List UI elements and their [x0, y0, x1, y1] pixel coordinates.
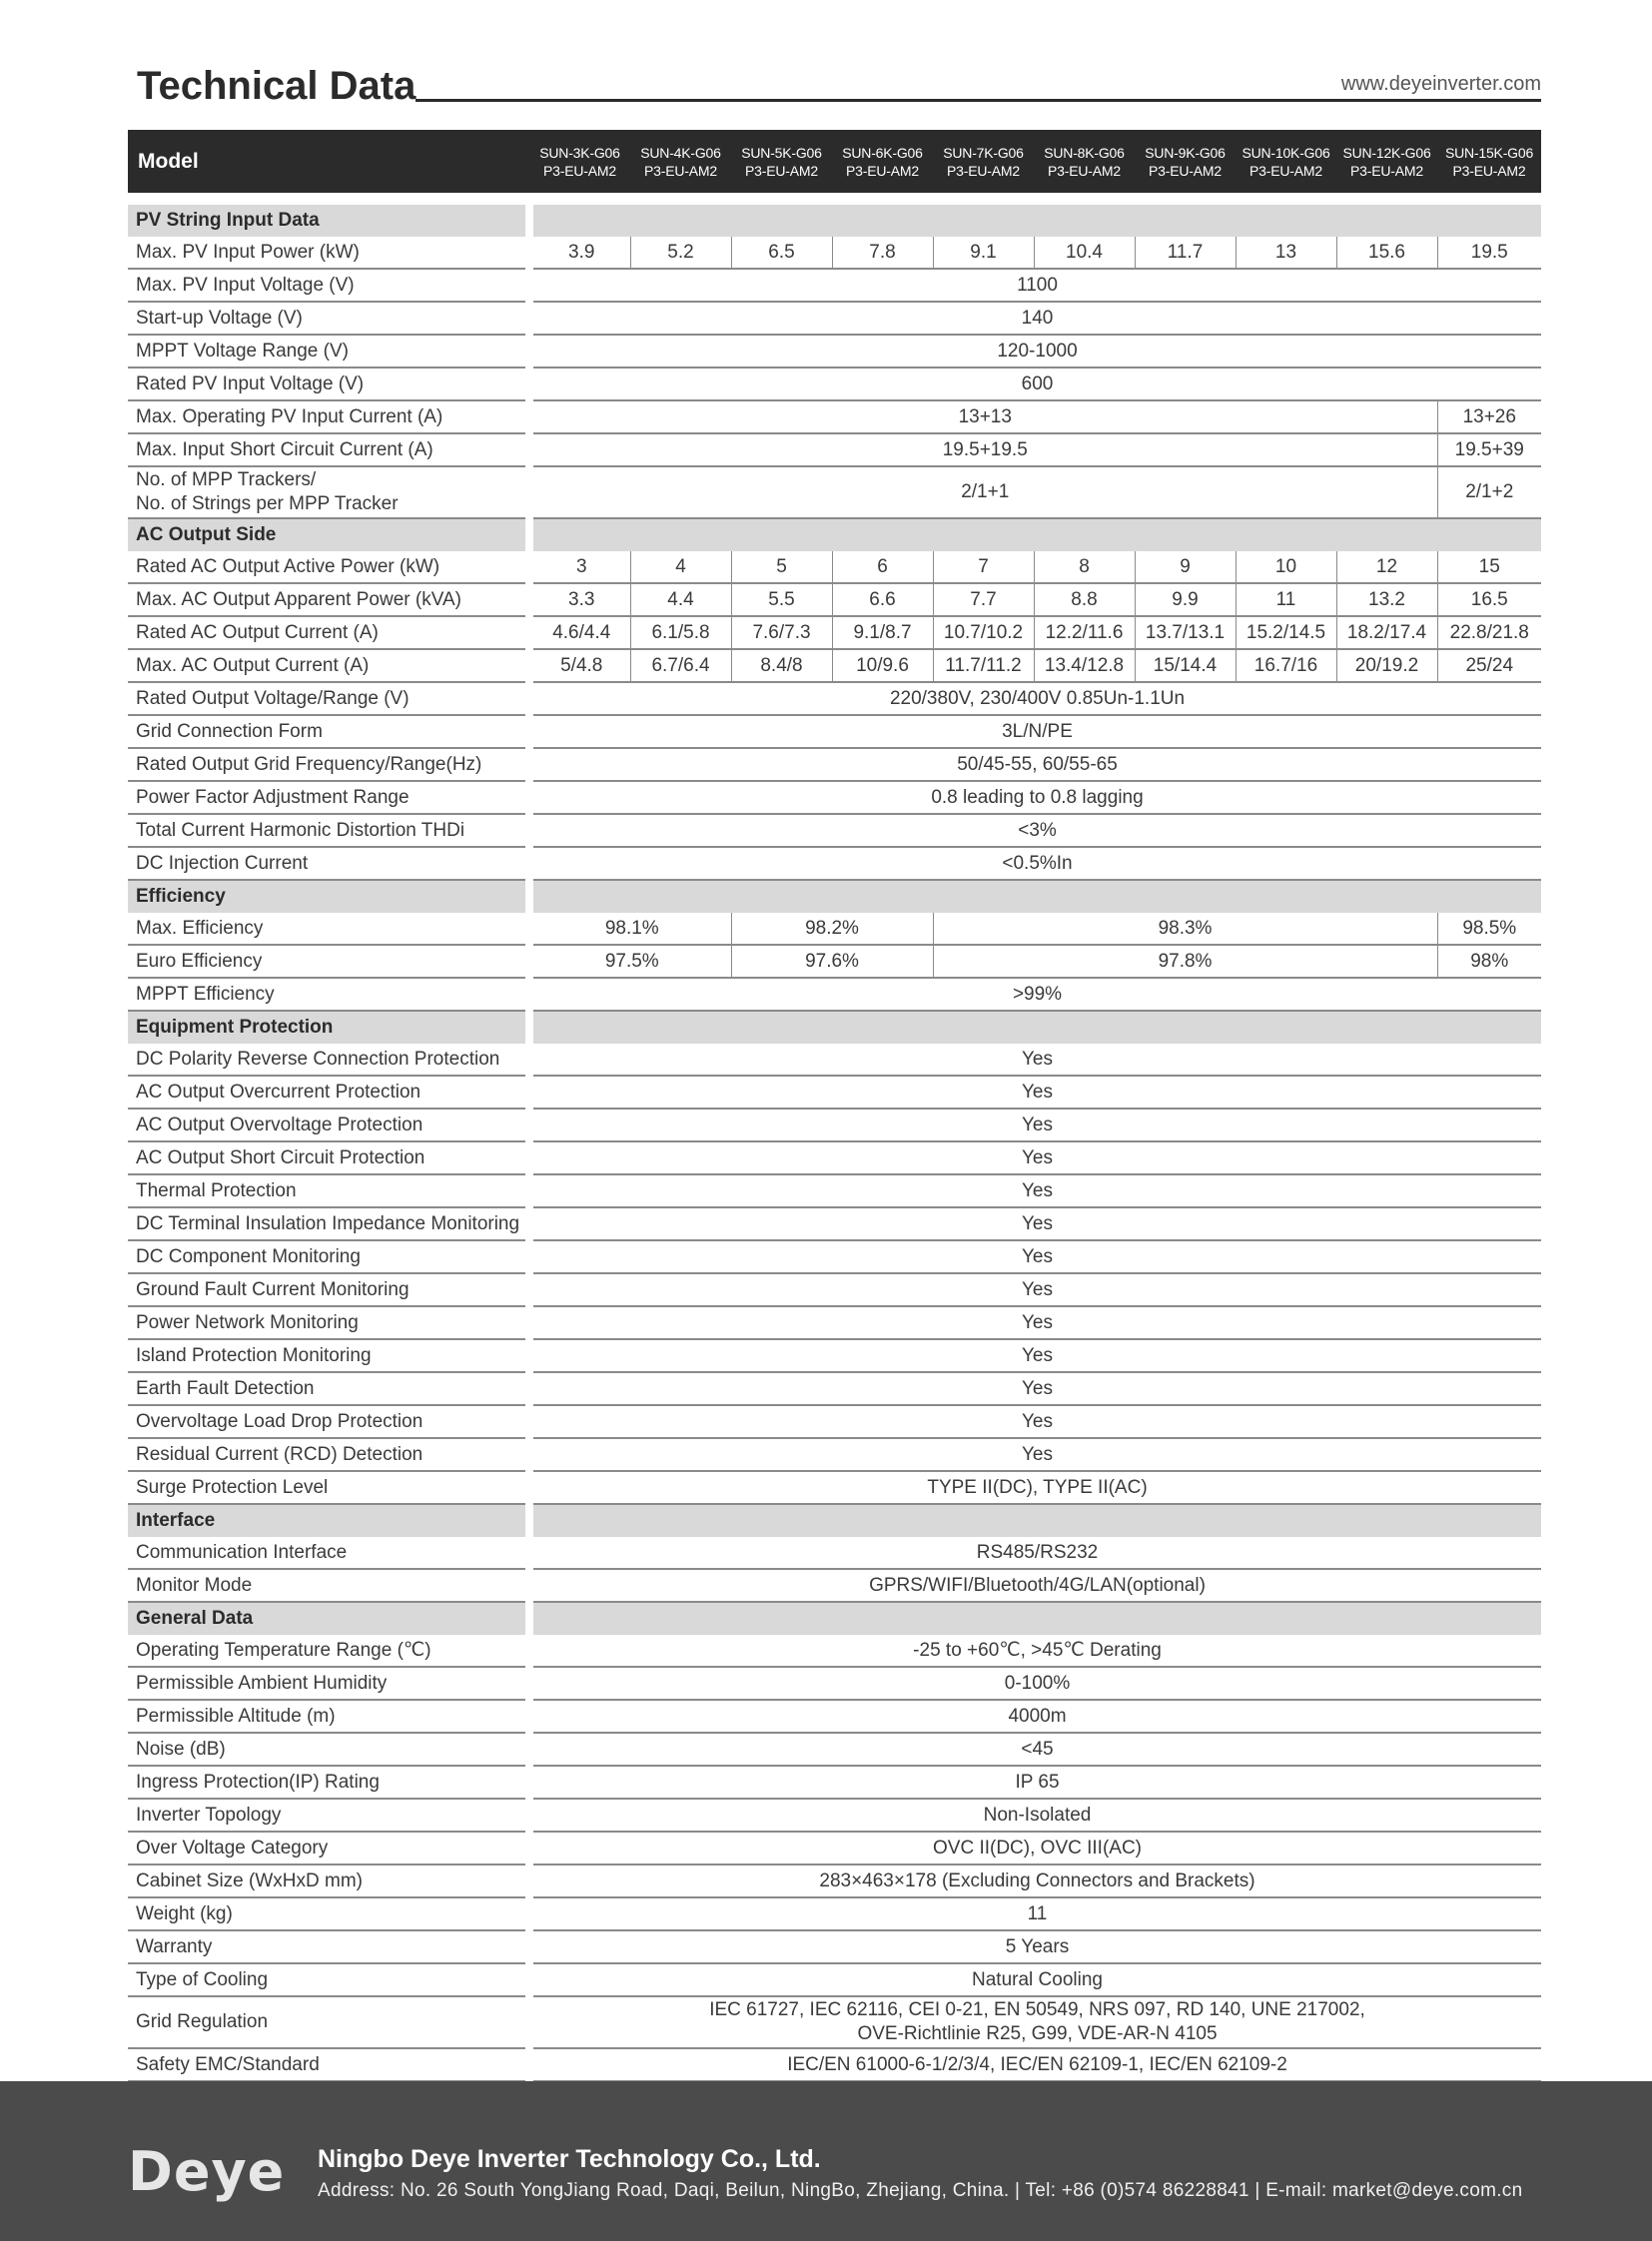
- spec-value: 19.5+39: [1437, 433, 1541, 466]
- model-name-line: SUN-15K-G06: [1444, 144, 1534, 161]
- spec-value: 12: [1336, 551, 1437, 583]
- model-name-cell: [731, 130, 832, 193]
- spec-value: 7.8: [832, 237, 933, 269]
- section-fill: [529, 205, 1541, 237]
- spec-label: [128, 466, 529, 518]
- spec-value: 0-100%: [529, 1667, 1541, 1700]
- spec-value: 15.2/14.5: [1236, 616, 1336, 649]
- spec-value: 11: [529, 1897, 1541, 1930]
- spec-label: Cabinet Size (WxHxD mm): [128, 1865, 529, 1897]
- spec-label: Power Factor Adjustment Range: [128, 781, 529, 814]
- spec-value-line: OVE-Richtlinie R25, G99, VDE-AR-N 4105: [857, 2023, 1218, 2044]
- section-fill: [529, 1504, 1541, 1537]
- spec-value: 50/45-55, 60/55-65: [529, 748, 1541, 781]
- spec-value: 19.5: [1437, 237, 1541, 269]
- spec-value: 22.8/21.8: [1437, 616, 1541, 649]
- model-name-line: SUN-10K-G06: [1241, 144, 1330, 161]
- spec-value: Yes: [529, 1141, 1541, 1174]
- spec-row: [128, 1930, 1541, 1963]
- model-name-cell: [1236, 130, 1336, 193]
- spec-value: 98.1%: [529, 913, 731, 945]
- spec-row: [128, 682, 1541, 715]
- spec-row: [128, 1306, 1541, 1339]
- spec-value: 9: [1135, 551, 1236, 583]
- section-title: AC Output Side: [128, 518, 529, 551]
- section-title: PV String Input Data: [128, 205, 529, 237]
- spec-row: [128, 1799, 1541, 1832]
- spec-label: Euro Efficiency: [128, 945, 529, 978]
- spec-value: Yes: [529, 1076, 1541, 1109]
- spec-label: Thermal Protection: [128, 1174, 529, 1207]
- section-title: Efficiency: [128, 880, 529, 913]
- spec-value: 13+26: [1437, 400, 1541, 433]
- spec-value: 2/1+2: [1437, 466, 1541, 518]
- spec-label: Warranty: [128, 1930, 529, 1963]
- spec-value: Yes: [529, 1405, 1541, 1438]
- spec-value: Yes: [529, 1438, 1541, 1471]
- spec-value: 10.7/10.2: [933, 616, 1034, 649]
- section-gap: [128, 193, 1541, 205]
- spec-label: Start-up Voltage (V): [128, 302, 529, 335]
- spec-row: [128, 433, 1541, 466]
- page-title: Technical Data: [137, 64, 416, 108]
- spec-row: [128, 2048, 1541, 2081]
- spec-value: 5/4.8: [529, 649, 630, 682]
- spec-label: DC Polarity Reverse Connection Protection: [128, 1044, 529, 1076]
- spec-label: Grid Connection Form: [128, 715, 529, 748]
- spec-label: Communication Interface: [128, 1537, 529, 1569]
- spec-value: 3.3: [529, 583, 630, 616]
- spec-value: [529, 1996, 1541, 2048]
- spec-label: Max. AC Output Current (A): [128, 649, 529, 682]
- spec-row: [128, 781, 1541, 814]
- model-name-cell: [529, 130, 630, 193]
- section-fill: [529, 1602, 1541, 1635]
- spec-label: Ground Fault Current Monitoring: [128, 1273, 529, 1306]
- spec-label: Grid Regulation: [128, 1996, 529, 2048]
- spec-row: [128, 978, 1541, 1011]
- spec-value: 4000m: [529, 1700, 1541, 1733]
- section-header-row: [128, 205, 1541, 237]
- spec-row: [128, 814, 1541, 847]
- spec-row: [128, 1471, 1541, 1504]
- spec-label: AC Output Overvoltage Protection: [128, 1109, 529, 1141]
- spec-row: [128, 368, 1541, 400]
- spec-value: -25 to +60℃, >45℃ Derating: [529, 1635, 1541, 1667]
- model-name-line: SUN-7K-G06: [943, 144, 1024, 161]
- spec-row: [128, 1339, 1541, 1372]
- spec-row: [128, 1700, 1541, 1733]
- spec-value: 11.7: [1135, 237, 1236, 269]
- company-address: Address: No. 26 South YongJiang Road, Daqi, Beilun, NingBo, Zhejiang, China. | Tel: +86 (0)574 86228841 | E-mail: market@deye.com.cn: [318, 2180, 1523, 2201]
- spec-value: 8: [1034, 551, 1135, 583]
- company-name: Ningbo Deye Inverter Technology Co., Ltd.: [318, 2145, 821, 2173]
- model-name-line: P3-EU-AM2: [947, 162, 1020, 179]
- spec-label: Over Voltage Category: [128, 1832, 529, 1865]
- deye-logo: Deye: [128, 2140, 286, 2203]
- model-name-cell: [1034, 130, 1135, 193]
- spec-value: 5.5: [731, 583, 832, 616]
- spec-value: Yes: [529, 1273, 1541, 1306]
- spec-label: Total Current Harmonic Distortion THDi: [128, 814, 529, 847]
- spec-row: [128, 1569, 1541, 1602]
- spec-value: 6.7/6.4: [630, 649, 731, 682]
- spec-label: Safety EMC/Standard: [128, 2048, 529, 2081]
- spec-row: [128, 1076, 1541, 1109]
- spec-label: Island Protection Monitoring: [128, 1339, 529, 1372]
- spec-value: 98.3%: [933, 913, 1437, 945]
- model-name-cell: [1437, 130, 1541, 193]
- spec-label: Surge Protection Level: [128, 1471, 529, 1504]
- spec-label: Inverter Topology: [128, 1799, 529, 1832]
- spec-value: 11.7/11.2: [933, 649, 1034, 682]
- spec-value: <45: [529, 1733, 1541, 1766]
- section-header-row: [128, 1504, 1541, 1537]
- spec-row: [128, 1963, 1541, 1996]
- spec-value: 9.1: [933, 237, 1034, 269]
- section-fill: [529, 880, 1541, 913]
- spec-label: Rated AC Output Active Power (kW): [128, 551, 529, 583]
- spec-value: TYPE II(DC), TYPE II(AC): [529, 1471, 1541, 1504]
- model-name-cell: [1336, 130, 1437, 193]
- model-name-line: SUN-12K-G06: [1342, 144, 1431, 161]
- spec-label-line: No. of MPP Trackers/: [136, 469, 317, 490]
- model-name-line: P3-EU-AM2: [1149, 162, 1222, 179]
- spec-value: 97.5%: [529, 945, 731, 978]
- spec-value: IEC/EN 61000-6-1/2/3/4, IEC/EN 62109-1, IEC/EN 62109-2: [529, 2048, 1541, 2081]
- spec-value: 8.4/8: [731, 649, 832, 682]
- spec-label: Rated Output Voltage/Range (V): [128, 682, 529, 715]
- spec-value-line: IEC 61727, IEC 62116, CEI 0-21, EN 50549, NRS 097, RD 140, UNE 217002,: [709, 1999, 1365, 2020]
- spec-row: [128, 583, 1541, 616]
- spec-row: [128, 269, 1541, 302]
- spec-value: 2/1+1: [529, 466, 1437, 518]
- spec-value: 3L/N/PE: [529, 715, 1541, 748]
- spec-label: Rated AC Output Current (A): [128, 616, 529, 649]
- spec-label: DC Injection Current: [128, 847, 529, 880]
- spec-row: [128, 1897, 1541, 1930]
- technical-data-table: [128, 130, 1541, 2082]
- spec-value: 6: [832, 551, 933, 583]
- spec-value: 13: [1236, 237, 1336, 269]
- spec-row: [128, 1996, 1541, 2048]
- spec-value: 5.2: [630, 237, 731, 269]
- spec-value: 20/19.2: [1336, 649, 1437, 682]
- spec-value: 10: [1236, 551, 1336, 583]
- model-header-row: [128, 130, 1541, 193]
- model-name-cell: [630, 130, 731, 193]
- spec-label: Weight (kg): [128, 1897, 529, 1930]
- spec-value: 16.5: [1437, 583, 1541, 616]
- spec-label: DC Component Monitoring: [128, 1240, 529, 1273]
- spec-value: 13.2: [1336, 583, 1437, 616]
- spec-label: Ingress Protection(IP) Rating: [128, 1766, 529, 1799]
- model-name-line: P3-EU-AM2: [745, 162, 818, 179]
- spec-row: [128, 1766, 1541, 1799]
- spec-row: [128, 913, 1541, 945]
- spec-label: Earth Fault Detection: [128, 1372, 529, 1405]
- spec-label: Rated Output Grid Frequency/Range(Hz): [128, 748, 529, 781]
- spec-value: 97.8%: [933, 945, 1437, 978]
- spec-row: [128, 1207, 1541, 1240]
- spec-row: [128, 1733, 1541, 1766]
- spec-value: 600: [529, 368, 1541, 400]
- model-name-cell: [1135, 130, 1236, 193]
- title-rule: [415, 99, 1541, 102]
- spec-value: 12.2/11.6: [1034, 616, 1135, 649]
- spec-value: 15: [1437, 551, 1541, 583]
- spec-row: [128, 945, 1541, 978]
- spec-row: [128, 1865, 1541, 1897]
- model-name-line: SUN-5K-G06: [741, 144, 822, 161]
- spec-value: 7.7: [933, 583, 1034, 616]
- spec-value: 3: [529, 551, 630, 583]
- spec-row: [128, 1438, 1541, 1471]
- spec-label: DC Terminal Insulation Impedance Monitoring: [128, 1207, 529, 1240]
- spec-label: AC Output Short Circuit Protection: [128, 1141, 529, 1174]
- spec-value: 13.7/13.1: [1135, 616, 1236, 649]
- spec-value: 0.8 leading to 0.8 lagging: [529, 781, 1541, 814]
- spec-value: 15/14.4: [1135, 649, 1236, 682]
- spec-value: RS485/RS232: [529, 1537, 1541, 1569]
- spec-row: [128, 302, 1541, 335]
- spec-row: [128, 715, 1541, 748]
- model-name-line: P3-EU-AM2: [1350, 162, 1423, 179]
- spec-label: Max. PV Input Voltage (V): [128, 269, 529, 302]
- spec-row: [128, 335, 1541, 368]
- model-name-line: P3-EU-AM2: [1249, 162, 1322, 179]
- section-title: General Data: [128, 1602, 529, 1635]
- spec-value: 120-1000: [529, 335, 1541, 368]
- spec-label: Power Network Monitoring: [128, 1306, 529, 1339]
- spec-label: Operating Temperature Range (℃): [128, 1635, 529, 1667]
- spec-value: 6.6: [832, 583, 933, 616]
- model-label: Model: [128, 130, 529, 193]
- model-name-cell: [832, 130, 933, 193]
- model-name-line: SUN-9K-G06: [1145, 144, 1226, 161]
- spec-value: 9.1/8.7: [832, 616, 933, 649]
- spec-row: [128, 1240, 1541, 1273]
- spec-value: 15.6: [1336, 237, 1437, 269]
- spec-value: IP 65: [529, 1766, 1541, 1799]
- spec-value: 8.8: [1034, 583, 1135, 616]
- model-name-line: P3-EU-AM2: [1048, 162, 1121, 179]
- spec-value: 97.6%: [731, 945, 933, 978]
- spec-value: GPRS/WIFI/Bluetooth/4G/LAN(optional): [529, 1569, 1541, 1602]
- spec-label: MPPT Efficiency: [128, 978, 529, 1011]
- spec-value: 6.5: [731, 237, 832, 269]
- spec-label-line: No. of Strings per MPP Tracker: [136, 493, 399, 514]
- spec-value: <3%: [529, 814, 1541, 847]
- spec-value: Natural Cooling: [529, 1963, 1541, 1996]
- spec-value: Yes: [529, 1044, 1541, 1076]
- spec-row: [128, 1832, 1541, 1865]
- spec-value: OVC II(DC), OVC III(AC): [529, 1832, 1541, 1865]
- spec-label: Max. PV Input Power (kW): [128, 237, 529, 269]
- spec-value: 98%: [1437, 945, 1541, 978]
- spec-value: 5 Years: [529, 1930, 1541, 1963]
- spec-row: [128, 400, 1541, 433]
- spec-value: 19.5+19.5: [529, 433, 1437, 466]
- website-url[interactable]: www.deyeinverter.com: [1340, 73, 1541, 95]
- spec-row: [128, 237, 1541, 269]
- model-name-line: P3-EU-AM2: [846, 162, 919, 179]
- spec-label: Overvoltage Load Drop Protection: [128, 1405, 529, 1438]
- spec-label: Type of Cooling: [128, 1963, 529, 1996]
- spec-value: 13.4/12.8: [1034, 649, 1135, 682]
- section-header-row: [128, 518, 1541, 551]
- spec-row: [128, 847, 1541, 880]
- spec-label: Permissible Ambient Humidity: [128, 1667, 529, 1700]
- section-header-row: [128, 1602, 1541, 1635]
- spec-value: Yes: [529, 1207, 1541, 1240]
- spec-value: 140: [529, 302, 1541, 335]
- spec-value: 13+13: [529, 400, 1437, 433]
- model-name-line: P3-EU-AM2: [543, 162, 616, 179]
- section-fill: [529, 518, 1541, 551]
- spec-value: 4: [630, 551, 731, 583]
- spec-value: 9.9: [1135, 583, 1236, 616]
- spec-value: 220/380V, 230/400V 0.85Un-1.1Un: [529, 682, 1541, 715]
- spec-value: 98.5%: [1437, 913, 1541, 945]
- spec-row: [128, 1273, 1541, 1306]
- spec-label: Rated PV Input Voltage (V): [128, 368, 529, 400]
- spec-value: 4.4: [630, 583, 731, 616]
- spec-value: 283×463×178 (Excluding Connectors and Brackets): [529, 1865, 1541, 1897]
- section-fill: [529, 1011, 1541, 1044]
- spec-label: Monitor Mode: [128, 1569, 529, 1602]
- spec-label: Max. Efficiency: [128, 913, 529, 945]
- spec-value: 18.2/17.4: [1336, 616, 1437, 649]
- spec-value: 3.9: [529, 237, 630, 269]
- model-name-line: SUN-4K-G06: [640, 144, 721, 161]
- model-name-line: SUN-8K-G06: [1044, 144, 1125, 161]
- spec-value: 6.1/5.8: [630, 616, 731, 649]
- model-name-line: P3-EU-AM2: [644, 162, 717, 179]
- spec-value: Non-Isolated: [529, 1799, 1541, 1832]
- spec-row: [128, 1141, 1541, 1174]
- spec-row: [128, 748, 1541, 781]
- spec-row: [128, 616, 1541, 649]
- spec-value: Yes: [529, 1339, 1541, 1372]
- spec-value: Yes: [529, 1240, 1541, 1273]
- model-name-line: SUN-6K-G06: [842, 144, 923, 161]
- spec-label: Max. Operating PV Input Current (A): [128, 400, 529, 433]
- spec-value: Yes: [529, 1372, 1541, 1405]
- section-title: Interface: [128, 1504, 529, 1537]
- spec-label: AC Output Overcurrent Protection: [128, 1076, 529, 1109]
- spec-row: [128, 1635, 1541, 1667]
- spec-row: [128, 1174, 1541, 1207]
- section-header-row: [128, 1011, 1541, 1044]
- spec-value: 10.4: [1034, 237, 1135, 269]
- spec-label: MPPT Voltage Range (V): [128, 335, 529, 368]
- spec-value: 1100: [529, 269, 1541, 302]
- spec-value: 11: [1236, 583, 1336, 616]
- gap-cell: [128, 193, 1541, 205]
- spec-row: [128, 551, 1541, 583]
- spec-label: Max. Input Short Circuit Current (A): [128, 433, 529, 466]
- spec-value: 4.6/4.4: [529, 616, 630, 649]
- spec-row: [128, 1537, 1541, 1569]
- model-name-line: SUN-3K-G06: [539, 144, 620, 161]
- spec-value: Yes: [529, 1174, 1541, 1207]
- spec-row: [128, 649, 1541, 682]
- spec-value: 98.2%: [731, 913, 933, 945]
- section-header-row: [128, 880, 1541, 913]
- model-name-line: P3-EU-AM2: [1452, 162, 1526, 179]
- spec-label: Permissible Altitude (m): [128, 1700, 529, 1733]
- spec-value: 7.6/7.3: [731, 616, 832, 649]
- spec-label: Residual Current (RCD) Detection: [128, 1438, 529, 1471]
- spec-value: Yes: [529, 1306, 1541, 1339]
- spec-row: [128, 1044, 1541, 1076]
- spec-value: 10/9.6: [832, 649, 933, 682]
- spec-row: [128, 1109, 1541, 1141]
- model-name-cell: [933, 130, 1034, 193]
- spec-value: >99%: [529, 978, 1541, 1011]
- spec-value: Yes: [529, 1109, 1541, 1141]
- spec-label: Noise (dB): [128, 1733, 529, 1766]
- spec-row: [128, 1405, 1541, 1438]
- spec-value: <0.5%In: [529, 847, 1541, 880]
- spec-value: 16.7/16: [1236, 649, 1336, 682]
- section-title: Equipment Protection: [128, 1011, 529, 1044]
- spec-row: [128, 466, 1541, 518]
- spec-row: [128, 1667, 1541, 1700]
- spec-value: 25/24: [1437, 649, 1541, 682]
- spec-label: Max. AC Output Apparent Power (kVA): [128, 583, 529, 616]
- spec-value: 5: [731, 551, 832, 583]
- spec-value: 7: [933, 551, 1034, 583]
- spec-row: [128, 1372, 1541, 1405]
